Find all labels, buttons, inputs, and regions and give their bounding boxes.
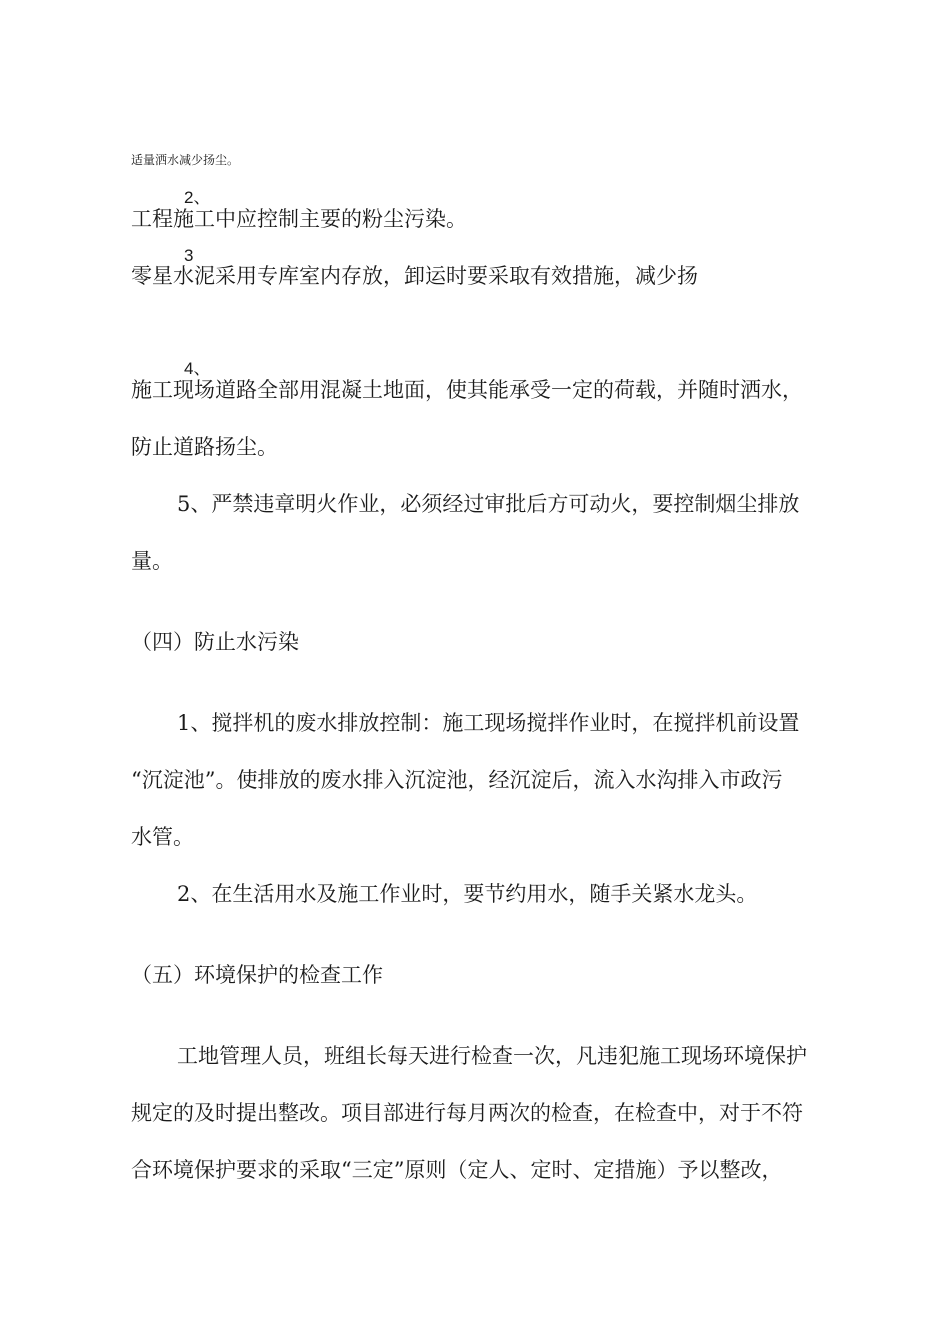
list-number: 3 xyxy=(184,246,194,265)
section-heading: （四）防止水污染 xyxy=(131,630,299,654)
text-line: 合环境保护要求的采取“三定”原则（定人、定时、定措施）予以整改， xyxy=(131,1158,783,1182)
text-line: 施工现场道路全部用混凝土地面，使其能承受一定的荷载，并随时洒水， xyxy=(131,378,803,402)
text-line: 2、在生活用水及施工作业时，要节约用水，随手关紧水龙头。 xyxy=(177,882,758,906)
text-line: 适量洒水减少扬尘。 xyxy=(131,153,240,167)
text-line: 防止道路扬尘。 xyxy=(131,435,278,459)
text-line: 零星水泥采用专库室内存放，卸运时要采取有效措施，减少扬 xyxy=(131,264,698,288)
list-number: 2、 xyxy=(184,188,211,207)
text-line: 规定的及时提出整改。项目部进行每月两次的检查，在检查中，对于不符 xyxy=(131,1101,803,1125)
text-line: 工地管理人员，班组长每天进行检查一次，凡违犯施工现场环境保护 xyxy=(177,1044,807,1068)
section-heading: （五）环境保护的检查工作 xyxy=(131,963,383,987)
text-line: 水管。 xyxy=(131,825,194,849)
text-line: 工程施工中应控制主要的粉尘污染。 xyxy=(131,207,467,231)
text-line: 量。 xyxy=(131,549,173,573)
text-line: 1、搅拌机的废水排放控制：施工现场搅拌作业时，在搅拌机前设置 xyxy=(177,711,800,735)
text-line: 5、严禁违章明火作业，必须经过审批后方可动火，要控制烟尘排放 xyxy=(177,492,800,516)
text-line: “沉淀池”。使排放的废水排入沉淀池，经沉淀后，流入水沟排入市政污 xyxy=(131,768,783,792)
list-number: 4、 xyxy=(184,359,211,378)
